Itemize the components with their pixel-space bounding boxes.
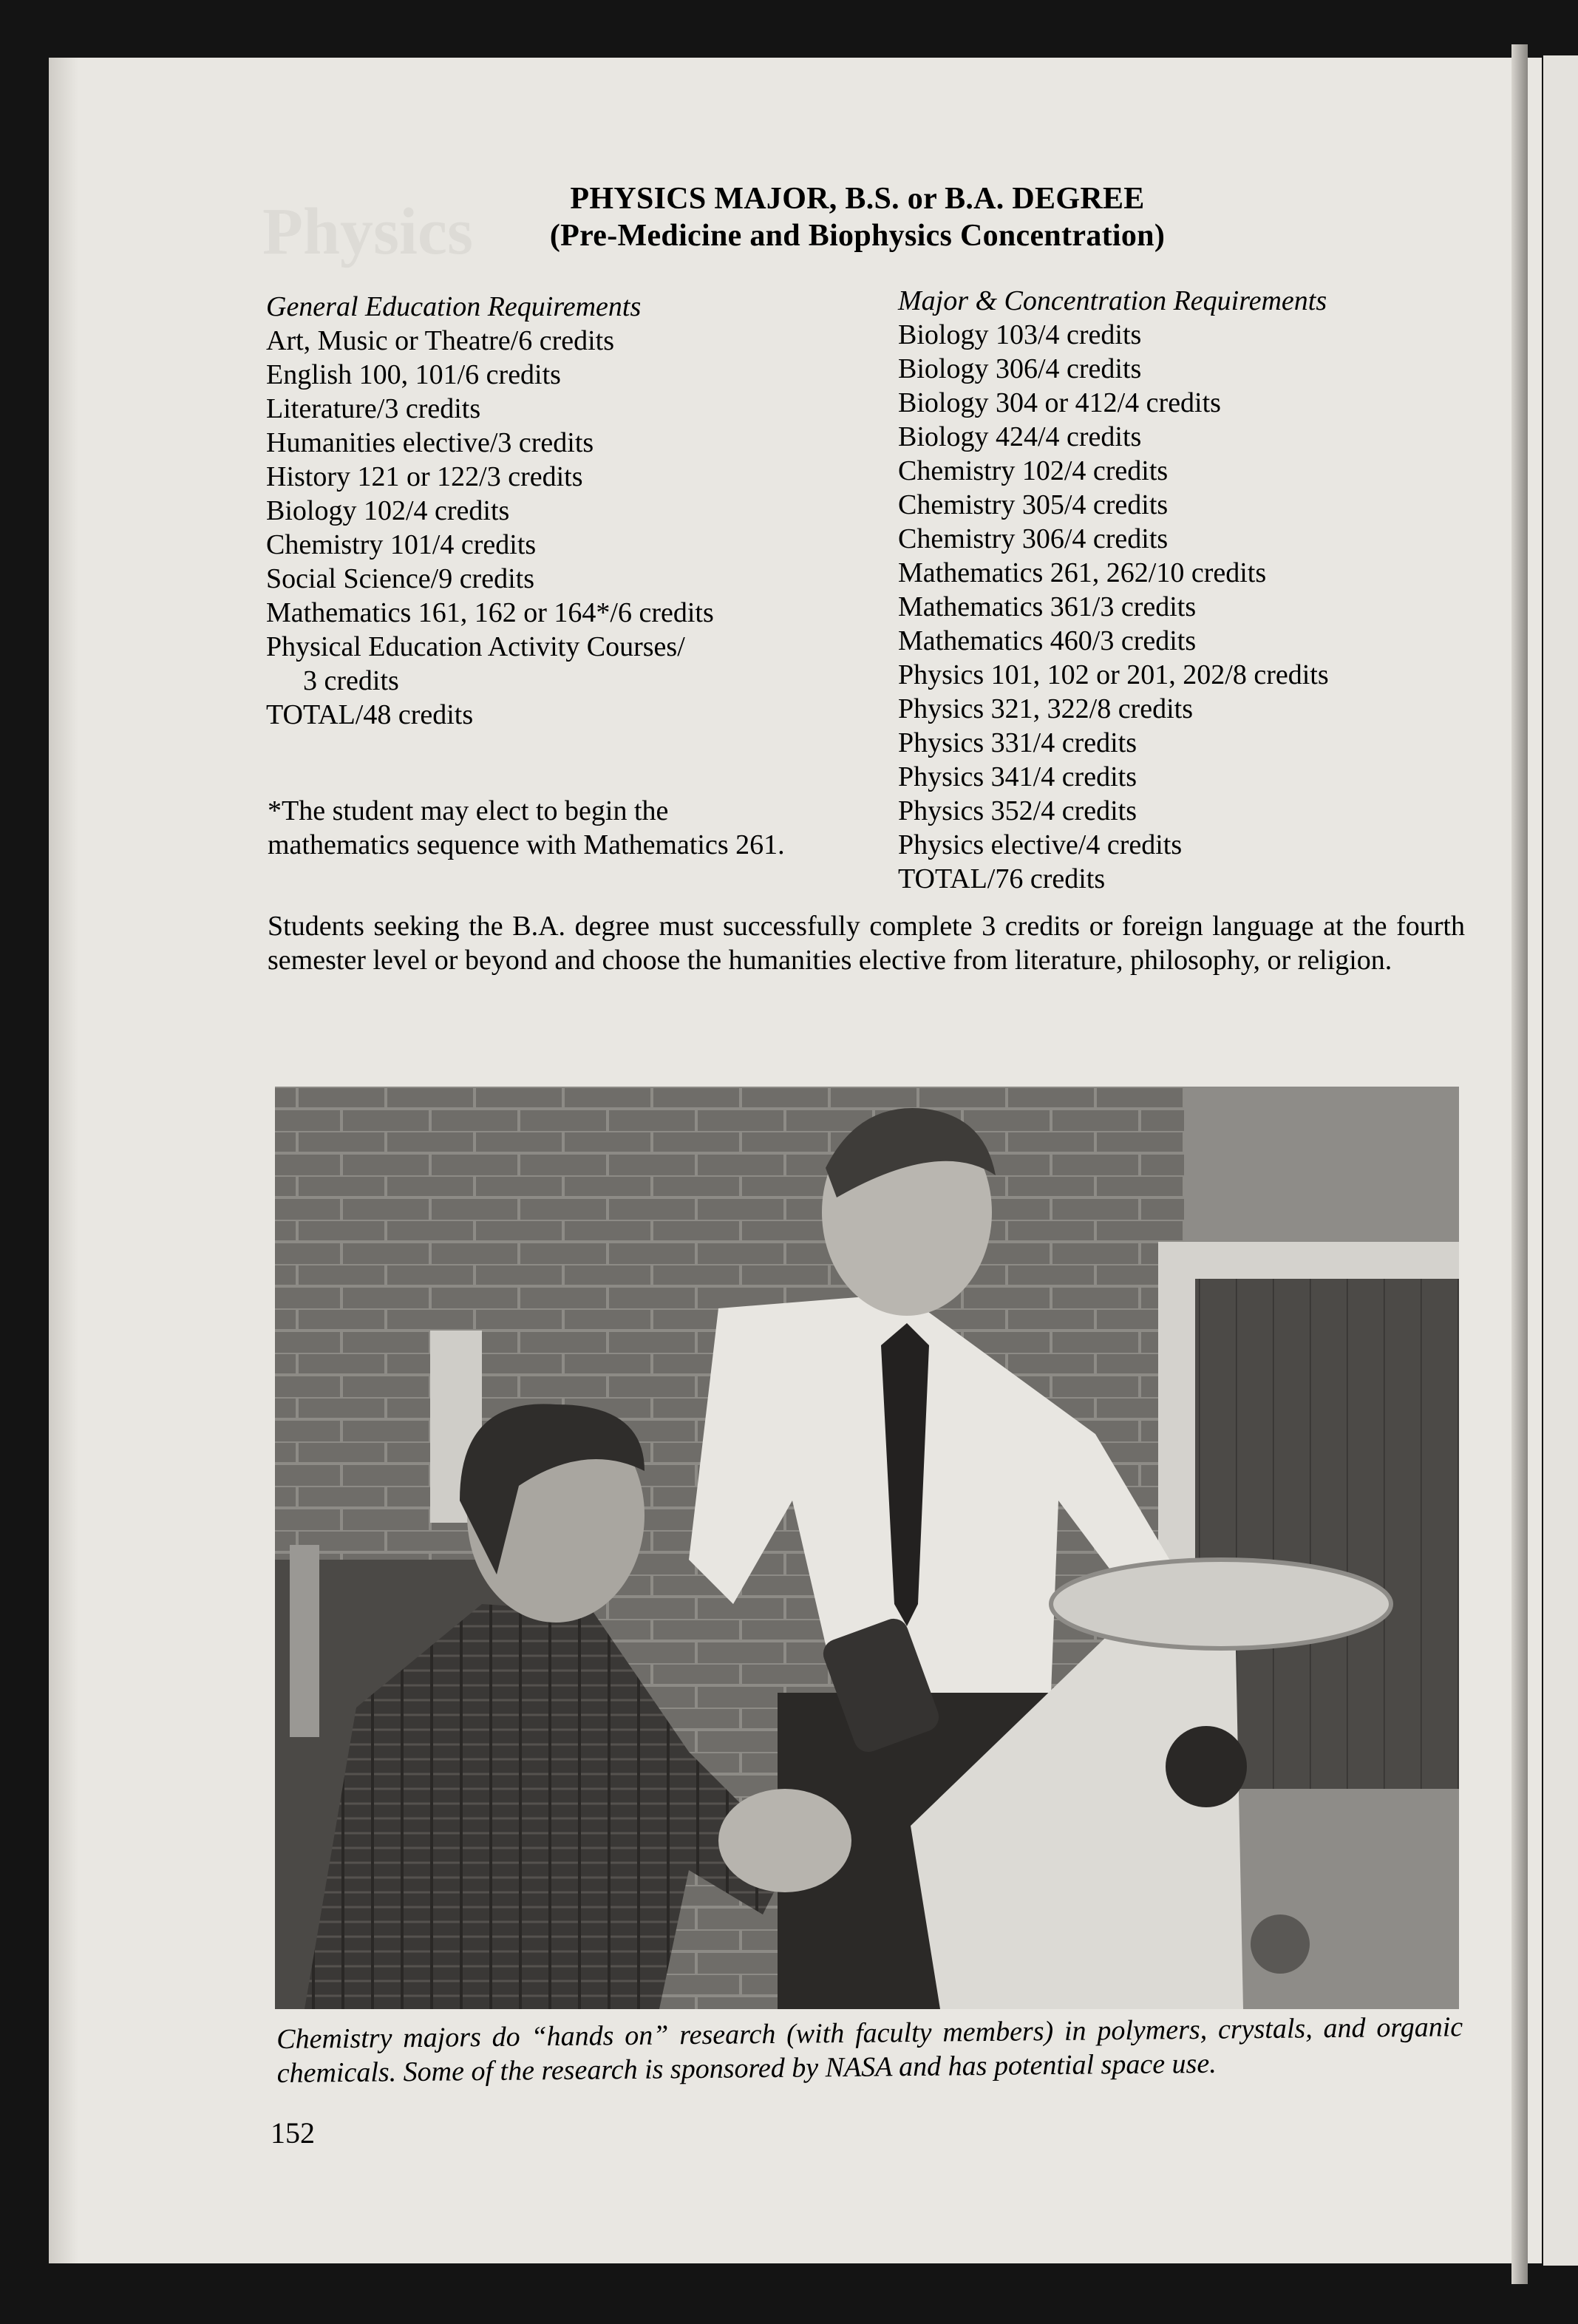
major-item: Biology 424/4 credits <box>898 421 1142 452</box>
page-title-line1: PHYSICS MAJOR, B.S. or B.A. DEGREE <box>570 182 1145 216</box>
next-page-edge <box>1543 55 1578 2266</box>
general-item: Social Science/9 credits <box>266 563 534 594</box>
major-item: Biology 306/4 credits <box>898 353 1142 384</box>
major-item: Mathematics 261, 262/10 credits <box>898 557 1267 588</box>
general-item: Humanities elective/3 credits <box>266 427 594 458</box>
major-item: Mathematics 361/3 credits <box>898 591 1197 622</box>
general-item: Biology 102/4 credits <box>266 495 510 526</box>
major-item: Physics 101, 102 or 201, 202/8 credits <box>898 659 1329 690</box>
major-total: TOTAL/76 credits <box>898 863 1106 894</box>
general-item: Literature/3 credits <box>266 393 481 424</box>
major-item: Physics elective/4 credits <box>898 829 1183 860</box>
general-item: Physical Education Activity Courses/ <box>266 631 685 662</box>
book-gutter <box>1511 44 1528 2284</box>
math-footnote <box>268 794 933 862</box>
general-education-heading: General Education Requirements <box>266 291 642 322</box>
general-item: Chemistry 101/4 credits <box>266 529 537 560</box>
general-item: History 121 or 122/3 credits <box>266 461 583 492</box>
major-item: Physics 321, 322/8 credits <box>898 693 1193 724</box>
major-item: Chemistry 306/4 credits <box>898 523 1169 554</box>
major-item: Physics 331/4 credits <box>898 727 1137 758</box>
major-item: Chemistry 305/4 credits <box>898 489 1169 520</box>
general-total: TOTAL/48 credits <box>266 699 474 730</box>
major-item: Biology 304 or 412/4 credits <box>898 387 1221 418</box>
major-requirements-column <box>898 284 1329 896</box>
major-item: Physics 352/4 credits <box>898 795 1137 826</box>
page-number: 152 <box>271 2116 315 2150</box>
lab-photograph-illustration <box>275 1087 1459 2009</box>
lab-photograph <box>275 1087 1459 2009</box>
major-item: Biology 103/4 credits <box>898 319 1142 350</box>
major-item: Chemistry 102/4 credits <box>898 455 1169 486</box>
major-item: Physics 341/4 credits <box>898 761 1137 792</box>
major-requirements-heading: Major & Concentration Requirements <box>898 285 1327 316</box>
footnote-line: mathematics sequence with Mathematics 261. <box>268 829 785 860</box>
page-edge-shadow <box>49 58 78 2263</box>
footnote-line: *The student may elect to begin the <box>268 795 669 826</box>
general-education-column <box>266 290 714 732</box>
bleed-through-heading: Physics <box>262 195 474 268</box>
page-title-line2: (Pre-Medicine and Biophysics Concentration) <box>549 219 1166 253</box>
ba-degree-note: Students seeking the B.A. degree must successfully complete 3 credits or foreign language at the fourth semester level or beyond and choose the humanities elective from literature, philosophy, or religion. <box>268 911 1465 976</box>
general-item: Art, Music or Theatre/6 credits <box>266 325 614 356</box>
general-item: 3 credits <box>303 665 399 696</box>
photo-caption: Chemistry majors do “hands on” research (with faculty members) in polymers, crystals, and organic chemicals. Some of the research is sponsored by NASA and has potential space use. <box>276 2011 1463 2089</box>
major-item: Mathematics 460/3 credits <box>898 625 1197 656</box>
general-item: Mathematics 161, 162 or 164*/6 credits <box>266 597 714 628</box>
general-item: English 100, 101/6 credits <box>266 359 561 390</box>
